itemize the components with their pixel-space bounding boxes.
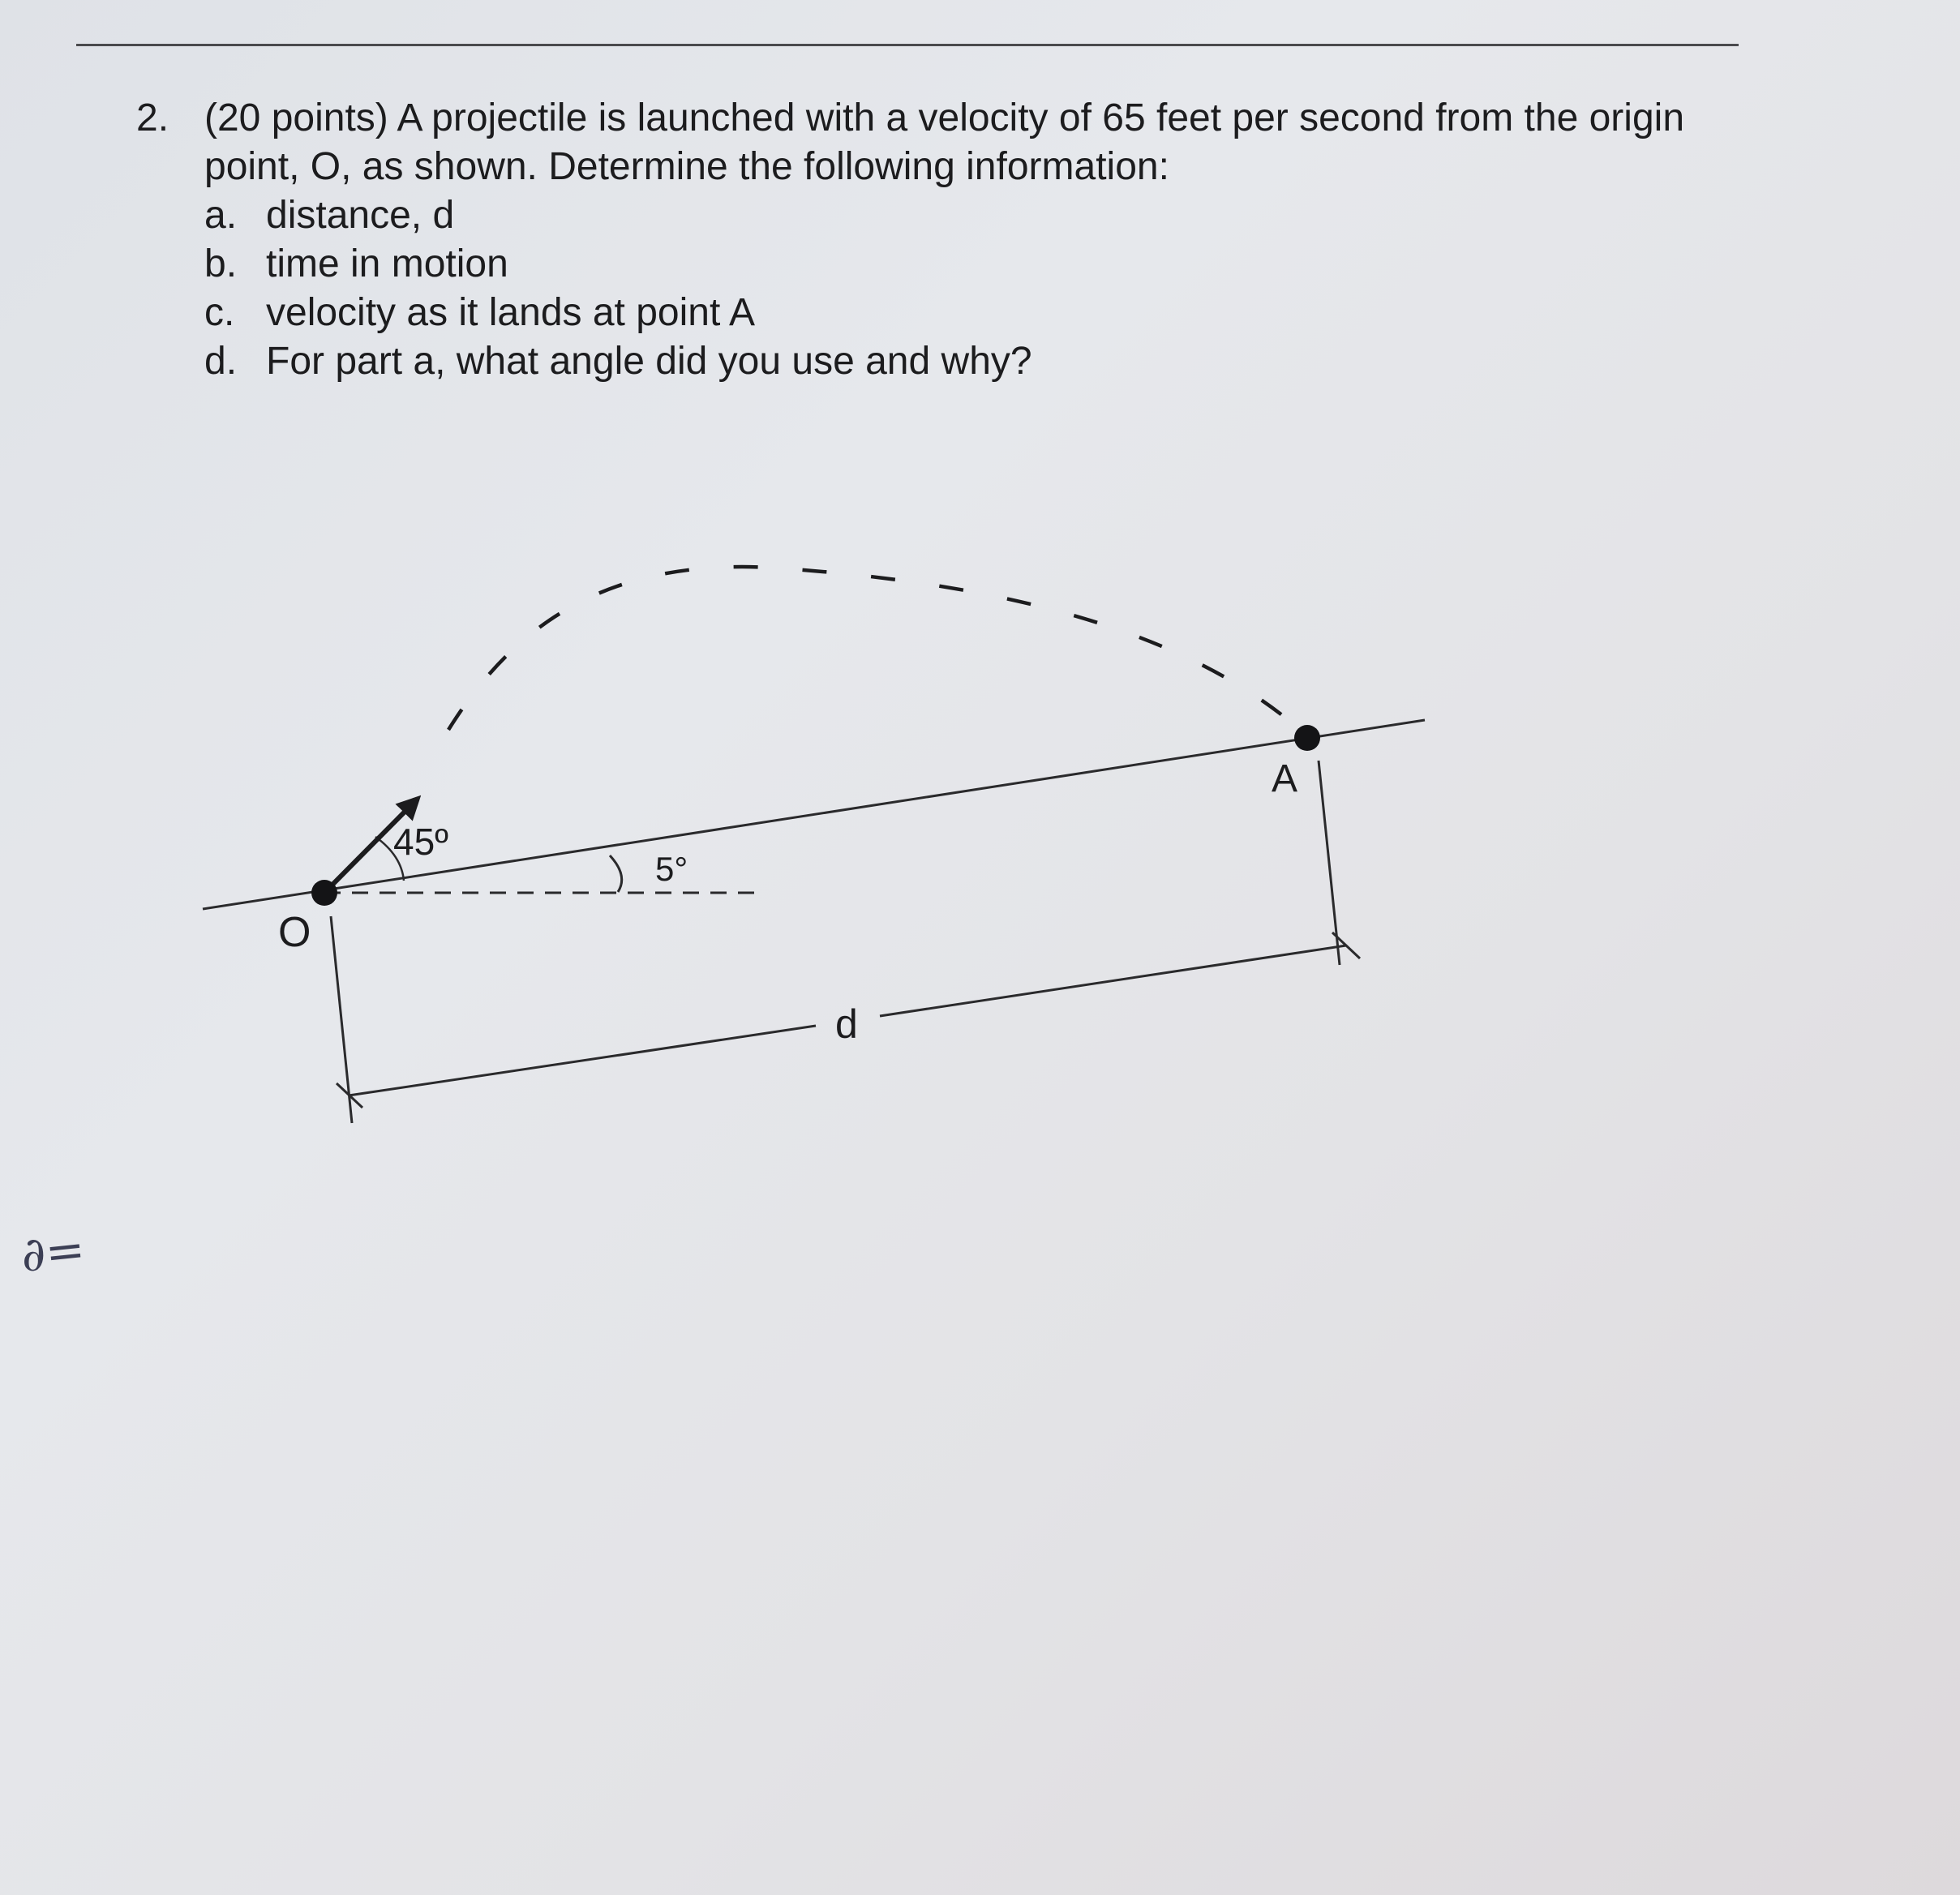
part-letter: a. [204, 194, 238, 237]
incline-line [203, 720, 1425, 909]
landing-point-a [1294, 725, 1320, 751]
distance-dimension-line [349, 1026, 816, 1095]
part-letter: d. [204, 340, 238, 383]
part-letter: b. [204, 242, 238, 285]
question-number: 2. [136, 96, 169, 139]
distance-dimension-line [880, 945, 1346, 1016]
origin-label: O [278, 909, 311, 956]
part-text: time in motion [266, 242, 508, 285]
launch-angle-label: 45º [393, 821, 448, 863]
handwritten-answer-note: ∂= [18, 1221, 88, 1283]
question-stem-line-1: (20 points) A projectile is launched with a velocity of 65 feet per second from the origin [204, 96, 1685, 139]
origin-point [311, 880, 337, 906]
part-text: velocity as it lands at point A [266, 291, 755, 334]
incline-angle-label: 5° [655, 850, 688, 888]
distance-label: d [835, 1001, 858, 1047]
landing-point-label: A [1272, 757, 1298, 800]
part-text: For part a, what angle did you use and why? [266, 340, 1032, 383]
part-text: distance, d [266, 194, 455, 237]
question-stem-line-2: point, O, as shown. Determine the following information: [204, 145, 1169, 188]
trajectory-dashed-path [448, 567, 1307, 736]
incline-angle-arc [610, 855, 622, 892]
landing-extension-line [1319, 761, 1340, 965]
origin-extension-line [331, 916, 352, 1123]
part-letter: c. [204, 291, 235, 334]
